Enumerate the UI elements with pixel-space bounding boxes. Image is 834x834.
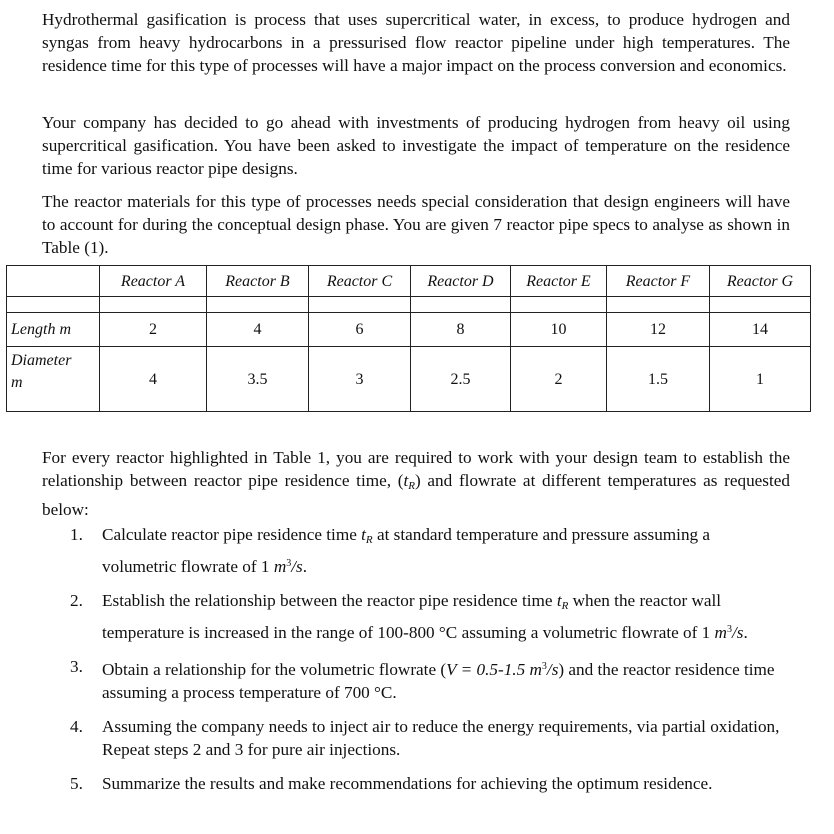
row-label-line: Diameter xyxy=(11,352,72,369)
table-cell: 10 xyxy=(511,313,607,347)
text-run: Summarize the results and make recommendations for achieving the optimum residence. xyxy=(102,774,713,793)
column-header: Reactor E xyxy=(511,266,607,297)
list-number: 1. xyxy=(70,525,83,544)
row-label-line: m xyxy=(11,374,23,391)
text-run: For every reactor highlighted in Table 1, you are required to work with your design team to establish the relationship between reactor pipe residence time, ( xyxy=(42,448,790,490)
symbol-t: t xyxy=(361,525,366,544)
text-run: when the reactor wall temperature is increased in the range of 100-800 °C assuming a volumetric flowrate of 1 xyxy=(102,591,722,642)
text-run: Obtain a relationship for the volumetric flowrate ( xyxy=(102,660,447,679)
table-cell: 8 xyxy=(411,313,511,347)
text-run: at standard temperature and pressure assuming a volumetric flowrate of 1 xyxy=(102,525,711,576)
intro-paragraph-1: Hydrothermal gasification is process that uses supercritical water, in excess, to produce hydrogen and syngas from heavy hydrocarbons in a pressurised flow reactor pipeline under high temperatures. The residence time for this type of processes will have a major impact on the process conversion and economics. xyxy=(42,10,790,75)
unit: /s xyxy=(546,660,559,679)
intro-paragraph-2: Your company has decided to go ahead with investments of producing hydrogen from heavy oil using supercritical gasification. You have been asked to investigate the impact of temperature on the residence time for various reactor pipe designs. xyxy=(42,113,790,178)
table-cell: 2 xyxy=(511,347,607,412)
row-label-diameter xyxy=(7,347,100,412)
list-item xyxy=(70,523,786,578)
reactor-specs-table xyxy=(6,265,811,412)
text-run: Calculate reactor pipe residence time xyxy=(102,525,362,544)
table-cell: 4 xyxy=(207,313,309,347)
column-header: Reactor C xyxy=(309,266,411,297)
unit: /s xyxy=(731,623,744,642)
list-number: 3. xyxy=(70,657,83,676)
list-item xyxy=(70,772,786,795)
table-row-length xyxy=(7,313,811,347)
subscript-r: R xyxy=(408,480,415,492)
unit: m xyxy=(273,557,287,576)
text-run: Establish the relationship between the reactor pipe residence time xyxy=(102,591,557,610)
superscript: 3 xyxy=(726,624,732,635)
superscript: 3 xyxy=(541,661,547,672)
column-header: Reactor A xyxy=(100,266,207,297)
unit: m xyxy=(714,623,727,642)
symbol-t: t xyxy=(403,471,409,490)
table-cell: 12 xyxy=(607,313,710,347)
table-cell: 3.5 xyxy=(207,347,309,412)
table-cell: 14 xyxy=(710,313,811,347)
table-cell: 2.5 xyxy=(411,347,511,412)
column-header: Reactor F xyxy=(607,266,710,297)
subscript-r: R xyxy=(561,600,569,612)
text-run: ) and the reactor residence time assuming a process temperature of 700 °C. xyxy=(102,660,775,702)
text-run: . xyxy=(743,623,748,642)
list-item xyxy=(70,589,786,644)
column-header: Reactor D xyxy=(411,266,511,297)
list-item xyxy=(70,715,786,761)
table-header-row xyxy=(7,266,811,297)
list-number: 5. xyxy=(70,774,83,793)
table-cell: 6 xyxy=(309,313,411,347)
list-item xyxy=(70,655,786,704)
task-paragraph xyxy=(42,446,790,521)
table-cell: 3 xyxy=(309,347,411,412)
flowrate-range: V = 0.5-1.5 m xyxy=(446,660,542,679)
unit: /s xyxy=(291,557,303,576)
subscript-r: R xyxy=(365,534,373,546)
requirements-list xyxy=(70,523,786,806)
superscript: 3 xyxy=(286,558,292,569)
table-cell: 2 xyxy=(100,313,207,347)
text-run: . xyxy=(302,557,308,576)
table-cell: 1 xyxy=(710,347,811,412)
table-row-diameter xyxy=(7,347,811,412)
column-header: Reactor B xyxy=(207,266,309,297)
column-header: Reactor G xyxy=(710,266,811,297)
table-cell: 4 xyxy=(100,347,207,412)
table-corner-cell xyxy=(7,266,100,297)
symbol-t: t xyxy=(556,591,562,610)
row-label-length: Length m xyxy=(7,313,100,347)
intro-paragraph-3: The reactor materials for this type of processes needs special consideration that design engineers will have to account for during the conceptual design phase. You are given 7 reactor pipe specs to analyse as shown in Table (1). xyxy=(42,192,790,257)
list-number: 2. xyxy=(70,591,83,610)
table-cell: 1.5 xyxy=(607,347,710,412)
text-run: ) and flowrate at different temperatures as requested below: xyxy=(42,471,790,519)
text-run: Assuming the company needs to inject air to reduce the energy requirements, via partial oxidation, Repeat steps 2 and 3 for pure air injections. xyxy=(102,717,780,759)
list-number: 4. xyxy=(70,717,83,736)
table-spacer-row xyxy=(7,297,811,313)
